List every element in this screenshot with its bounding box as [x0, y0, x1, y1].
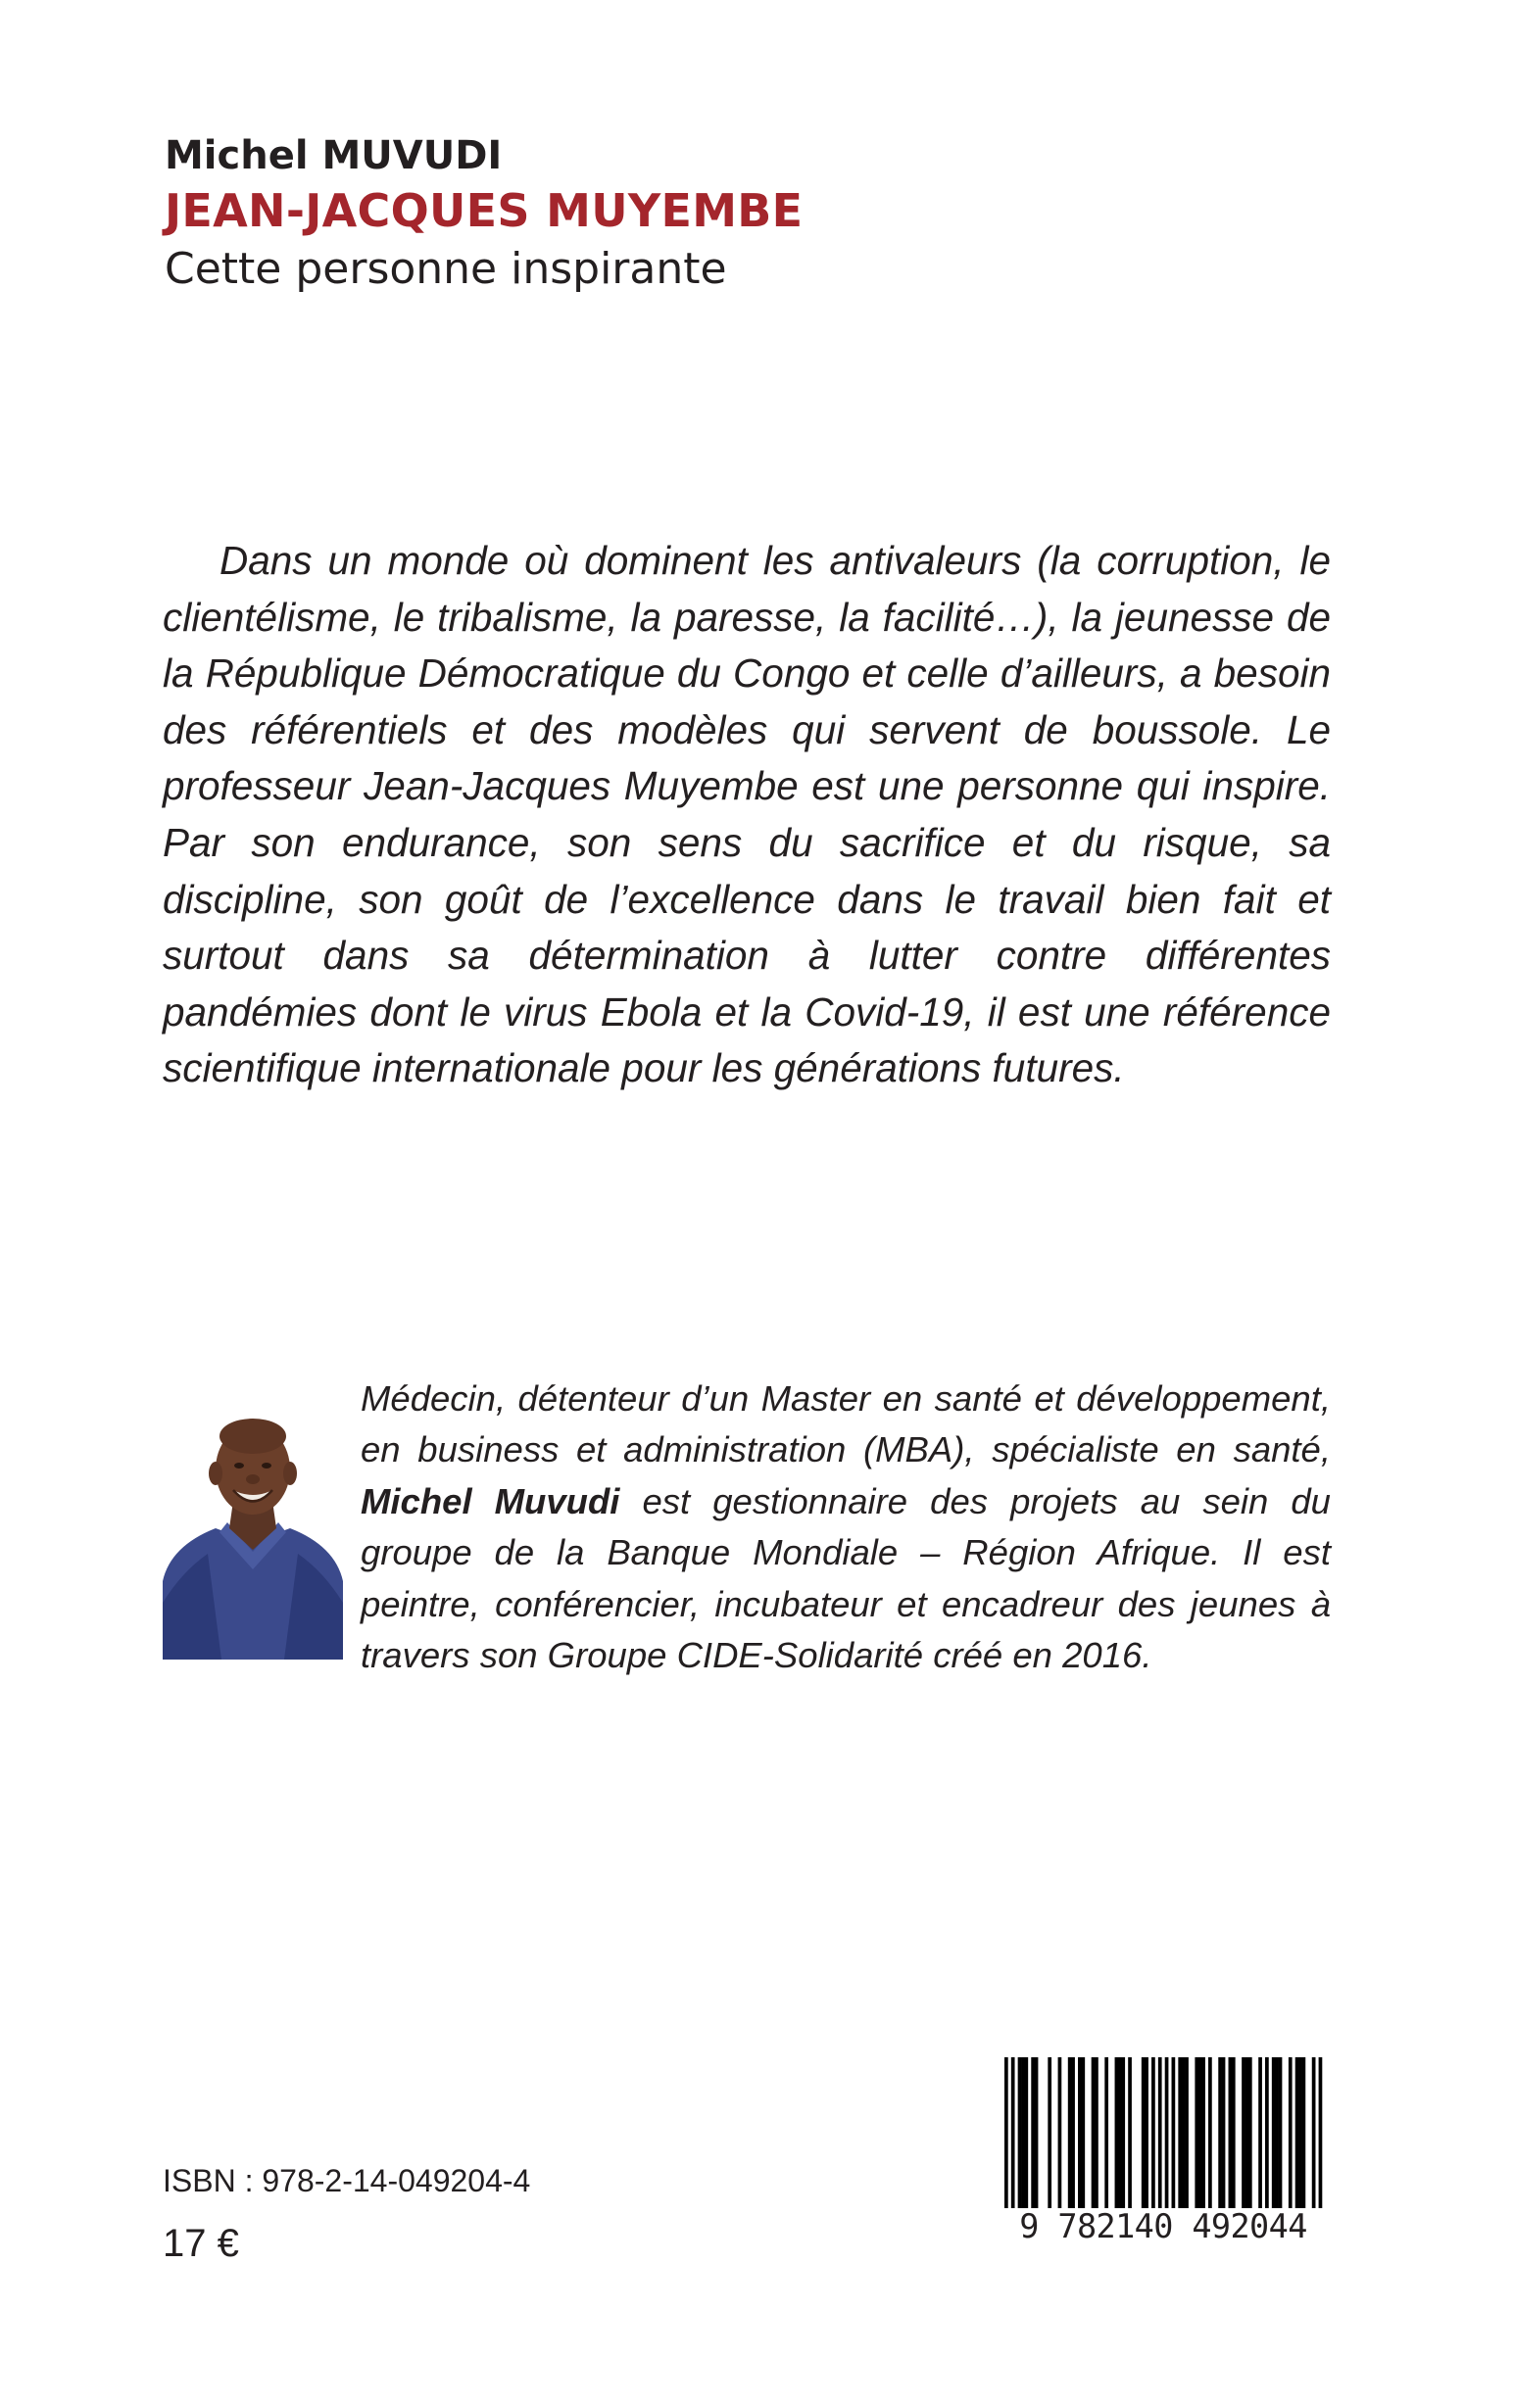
bio-author-name: Michel Muvudi [361, 1480, 620, 1521]
barcode-bar [1258, 2057, 1262, 2210]
barcode-digits: 9 782140 492044 [992, 2208, 1335, 2245]
barcode-bar [1245, 2057, 1249, 2210]
barcode-bar [1128, 2057, 1132, 2210]
barcode-bar [1165, 2057, 1169, 2224]
author-photo [163, 1407, 343, 1660]
barcode-bar [1081, 2057, 1085, 2210]
barcode-bar [1058, 2057, 1062, 2210]
barcode-bar [1295, 2057, 1299, 2210]
barcode-bar [1151, 2057, 1155, 2210]
barcode-bar [1195, 2057, 1198, 2210]
barcode-bar [1222, 2057, 1226, 2210]
barcode-bar [1185, 2057, 1189, 2210]
barcode-bar [1312, 2057, 1316, 2224]
barcode-bar [1182, 2057, 1186, 2210]
barcode-bar [1302, 2057, 1306, 2210]
barcode-bars [996, 2057, 1331, 2224]
book-subtitle: Cette personne inspirante [165, 244, 727, 294]
barcode-bar [1248, 2057, 1252, 2210]
book-title: JEAN-JACQUES MUYEMBE [165, 184, 804, 237]
barcode-bar [1242, 2057, 1245, 2210]
barcode-bar [1121, 2057, 1125, 2210]
barcode-bar [1208, 2057, 1212, 2210]
barcode-bar [1035, 2057, 1039, 2210]
barcode-bar [1279, 2057, 1283, 2210]
book-blurb: Dans un monde où dominent les antivaleurs (la corruption, le clientélisme, le tribalisme, la paresse, la facilité…), la jeunesse de la République Démocratique du Congo et celle d’ailleurs, a besoin des référentiels et des modèles qui servent de boussole. Le professeur Jean-Jacques Muyembe est une personne qui inspire. Par son endurance, son sens du sacrifice et du risque, sa discipline, son goût de l’excellence dans le travail bien fait et surtout dans sa détermination à lutter contre différentes pandémies dont le virus Ebola et la Covid-19, il est une référence scientifique internationale pour les générations futures. [163, 538, 1331, 1091]
cover-header [165, 129, 803, 300]
barcode-bar [1158, 2057, 1162, 2224]
bio-intro: Médecin, détenteur d’un Master en santé et développement, en business et administration (MBA), spécialiste en santé, [361, 1378, 1331, 1470]
isbn-label: ISBN : 978-2-14-049204-4 [163, 2163, 531, 2198]
barcode-bar [1078, 2057, 1082, 2210]
barcode-bar [1298, 2057, 1302, 2210]
barcode-bar [1275, 2057, 1279, 2210]
barcode-bar [1104, 2057, 1108, 2210]
barcode-bar [1004, 2057, 1008, 2224]
barcode-bar [1178, 2057, 1182, 2210]
barcode-bar [1201, 2057, 1205, 2210]
barcode [996, 2057, 1331, 2243]
barcode-bar [1018, 2057, 1022, 2210]
barcode-bar [1115, 2057, 1119, 2210]
barcode-bar [1265, 2057, 1269, 2210]
barcode-bar [1031, 2057, 1035, 2210]
barcode-bar [1232, 2057, 1236, 2210]
barcode-bar [1118, 2057, 1122, 2210]
barcode-bar [1198, 2057, 1202, 2210]
barcode-bar [1145, 2057, 1148, 2210]
barcode-bar [1229, 2057, 1233, 2210]
author-name: Michel MUVUDI [165, 133, 503, 178]
barcode-bar [1289, 2057, 1293, 2210]
barcode-bar [1024, 2057, 1028, 2210]
barcode-bar [1021, 2057, 1025, 2210]
barcode-bar [1071, 2057, 1075, 2210]
barcode-bar [1092, 2057, 1096, 2210]
barcode-bar [1142, 2057, 1146, 2210]
barcode-bar [1095, 2057, 1098, 2210]
bio-rest: est gestionnaire des projets au sein du groupe de la Banque Mondiale – Région Afrique. Il est peintre, conférencier, incubateur et encadreur des jeunes à travers son Groupe CIDE-Solidarité créé en 2016. [361, 1480, 1331, 1676]
barcode-bar [1319, 2057, 1323, 2224]
barcode-bar [1011, 2057, 1015, 2224]
price-label: 17 € [163, 2222, 239, 2265]
barcode-bar [1172, 2057, 1176, 2210]
barcode-bar [1218, 2057, 1222, 2210]
barcode-bar [1048, 2057, 1051, 2210]
author-bio [361, 1373, 1331, 1681]
barcode-bar [1068, 2057, 1072, 2210]
barcode-bar [1272, 2057, 1276, 2210]
